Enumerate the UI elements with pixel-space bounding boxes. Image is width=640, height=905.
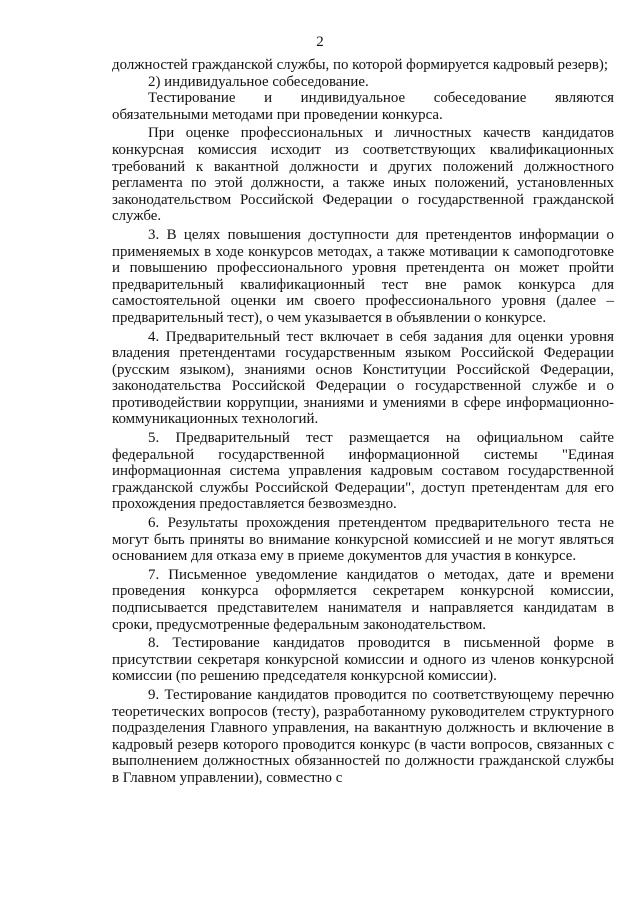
paragraph-5: 5. Предварительный тест размещается на официальном сайте федеральной государственной информационной системы "Единая информационная система управления кадровым составом государственной гражданской службы Российской Федерации", доступ претендентам для его прохождения предоставляется безвозмездно.	[112, 430, 614, 513]
paragraph-3: 3. В целях повышения доступности для претендентов информации о применяемых в ходе конкурсов методах, а также мотивации к самоподготовке и повышению профессионального уровня претендента он может пройти предварительный квалификационный тест вне рамок конкурса для самостоятельной оценки им своего профессионального уровня (далее – предварительный тест), о чем указывается в объявлении о конкурсе.	[112, 226, 614, 326]
paragraph-6: 6. Результаты прохождения претендентом предварительного теста не могут быть приняты во внимание конкурсной комиссией и не могут являться основанием для отказа ему в приеме документов для участия в конкурсе.	[112, 515, 614, 565]
paragraph-7: 7. Письменное уведомление кандидатов о методах, дате и времени проведения конкурса оформляется секретарем конкурсной комиссии, подписывается представителем нанимателя и направляется кандидатам в сроки, предусмотренные федеральным законодательством.	[112, 566, 614, 633]
document-body	[112, 57, 614, 787]
page-number: 2	[316, 34, 324, 50]
paragraph-evaluation: При оценке профессиональных и личностных качеств кандидатов конкурсная комиссия исходит из соответствующих квалификационных требований к вакантной должности и других положений должностного регламента по этой должности, а также иных положений, установленных законодательством Российской Федерации о государственной гражданской службе.	[112, 125, 614, 225]
paragraph-continuation: должностей гражданской службы, по которой формируется кадровый резерв);	[112, 57, 608, 73]
paragraph-4: 4. Предварительный тест включает в себя задания для оценки уровня владения претендентами государственным языком Российской Федерации (русским языком), знаниями основ Конституции Российской Федерации, законодательства Российской Федерации о государственной службе и о противодействии коррупции, знаниями и умениями в сфере информационно-коммуникационных технологий.	[112, 328, 614, 428]
paragraph-8: 8. Тестирование кандидатов проводится в письменной форме в присутствии секретаря конкурсной комиссии и одного из членов конкурсной комиссии (по решению председателя конкурсной комиссии).	[112, 635, 614, 685]
paragraph-mandatory-methods: Тестирование и индивидуальное собеседование являются обязательными методами при проведении конкурса.	[112, 90, 614, 123]
paragraph-9: 9. Тестирование кандидатов проводится по соответствующему перечню теоретических вопросов (тесту), разработанному руководителем структурного подразделения Главного управления, на вакантную должность и включение в кадровый резерв которого проводится конкурс (в части вопросов, связанных с выполнением должностных обязанностей по должности гражданской службы в Главном управлении), совместно с	[112, 686, 614, 786]
paragraph-item-2: 2) индивидуальное собеседование.	[148, 73, 369, 90]
